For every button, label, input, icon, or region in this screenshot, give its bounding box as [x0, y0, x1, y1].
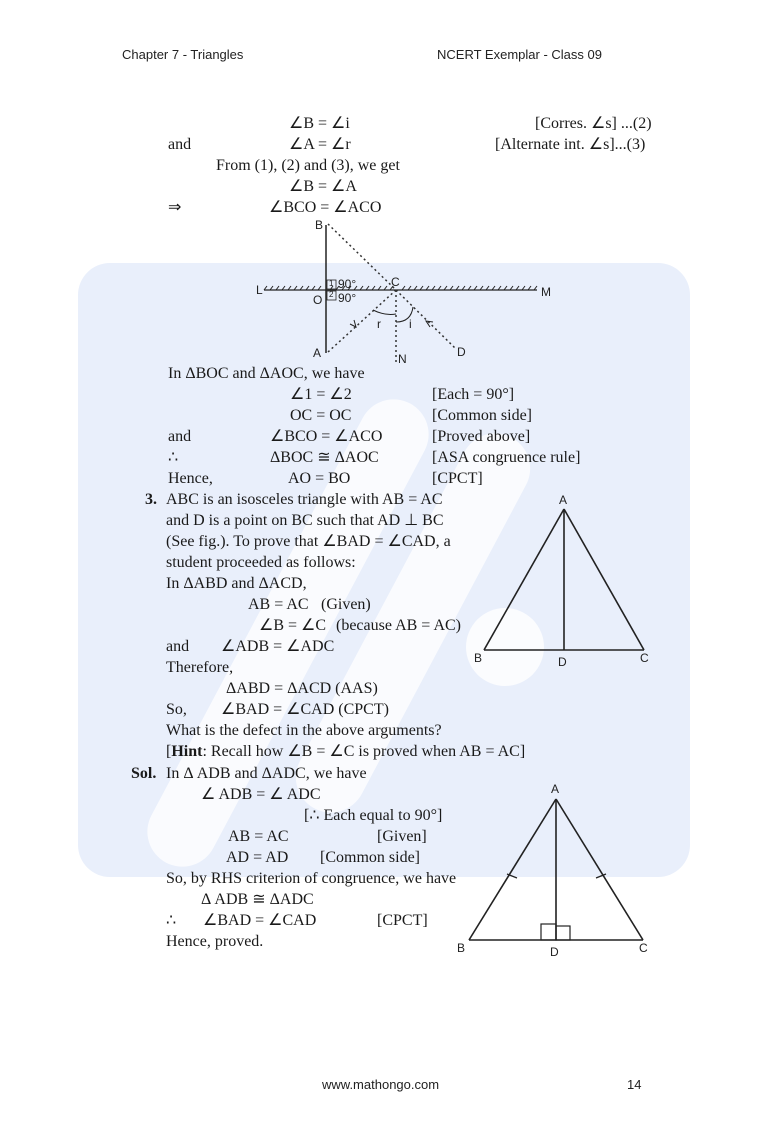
label-c: C	[391, 275, 400, 289]
reason-corres: [Corres. ∠s] ...(2)	[535, 115, 652, 132]
question-number: 3.	[145, 491, 157, 508]
label-m: M	[541, 285, 551, 299]
footer-website: www.mathongo.com	[322, 1077, 440, 1092]
solution-intro: In Δ ADB and ΔADC, we have	[166, 765, 367, 782]
step-reason: (because AB = AC)	[336, 617, 461, 634]
fig3-label-a: A	[551, 782, 560, 796]
row-expr: ΔBOC ≅ ΔAOC	[270, 449, 379, 466]
solution-expr: ∠BAD = ∠CAD	[203, 912, 317, 929]
eq-bco-aco: ∠BCO = ∠ACO	[269, 199, 382, 216]
label-b: B	[315, 218, 324, 232]
solution-reason: [∴ Each equal to 90°]	[304, 807, 443, 824]
solution-reason: [Given]	[377, 828, 427, 845]
eq-a-r: ∠A = ∠r	[289, 136, 351, 153]
so-prefix: So,	[166, 701, 187, 718]
solution-line: ∠ ADB = ∠ ADC	[201, 786, 321, 803]
label-a: A	[313, 346, 322, 360]
question-line: ABC is an isosceles triangle with AB = AC	[166, 491, 443, 508]
label-angle-2: 2	[329, 290, 334, 299]
label-i: i	[409, 317, 412, 331]
step-reason: (Given)	[321, 596, 371, 613]
page-number: 14	[627, 1077, 642, 1092]
row-expr: OC = OC	[290, 407, 352, 424]
therefore-text: Therefore,	[166, 659, 234, 676]
hint-open: [	[166, 743, 172, 760]
solution-expr: AD = AD	[226, 849, 289, 866]
book-title: NCERT Exemplar - Class 09	[437, 47, 602, 62]
label-n: N	[398, 352, 407, 366]
row-prefix: and	[168, 428, 192, 445]
conclusion-aas: ΔABD = ΔACD (AAS)	[226, 680, 378, 697]
question-line: (See fig.). To prove that ∠BAD = ∠CAD, a	[166, 533, 451, 550]
solution-line: Hence, proved.	[166, 933, 264, 950]
label-90-lower: 90°	[338, 291, 357, 305]
row-expr: ∠1 = ∠2	[290, 386, 352, 403]
question-line: and D is a point on BC such that AD ⊥ BC	[166, 512, 444, 529]
row-expr: ∠BCO = ∠ACO	[270, 428, 383, 445]
row-reason: [Proved above]	[432, 428, 531, 445]
solution-reason: [Common side]	[320, 849, 420, 866]
solution-line: Δ ADB ≅ ΔADC	[201, 891, 314, 908]
eq-b-a: ∠B = ∠A	[289, 178, 357, 195]
step-prefix: and	[166, 638, 190, 655]
solution-reason: [CPCT]	[377, 912, 428, 929]
hint-label: Hint	[171, 743, 203, 760]
question-line: student proceeded as follows:	[166, 554, 356, 571]
reason-alternate: [Alternate int. ∠s]...(3)	[495, 136, 646, 153]
fig2-label-c: C	[640, 651, 649, 665]
row-prefix: ∴	[168, 449, 179, 466]
hint-text: : Recall how ∠B = ∠C is proved when AB = AC]	[202, 743, 526, 760]
label-d: D	[457, 345, 466, 359]
fig3-label-b: B	[457, 941, 466, 955]
solution-line: So, by RHS criterion of congruence, we have	[166, 870, 457, 887]
label-l: L	[256, 283, 263, 297]
fig3-label-c: C	[639, 941, 648, 955]
conclusion-cpct: ∠BAD = ∠CAD (CPCT)	[221, 701, 389, 718]
question-text: What is the defect in the above arguments?	[166, 722, 442, 739]
from-statement: From (1), (2) and (3), we get	[216, 157, 400, 174]
row-reason: [Common side]	[432, 407, 532, 424]
chapter-title: Chapter 7 - Triangles	[122, 47, 244, 62]
fig3-label-d: D	[550, 945, 559, 959]
eq-b-i: ∠B = ∠i	[289, 115, 350, 132]
intro-boc-aoc: In ΔBOC and ΔAOC, we have	[168, 365, 365, 382]
label-o: O	[313, 293, 323, 307]
step-expr: AB = AC	[248, 596, 309, 613]
fig2-label-b: B	[474, 651, 483, 665]
label-r: r	[377, 317, 381, 331]
row-prefix: Hence,	[168, 470, 213, 487]
row-reason: [CPCT]	[432, 470, 483, 487]
question-line: In ΔABD and ΔACD,	[166, 575, 307, 592]
prefix-and: and	[168, 136, 192, 153]
row-expr: AO = BO	[288, 470, 351, 487]
row-reason: [ASA congruence rule]	[432, 449, 581, 466]
solution-expr: AB = AC	[228, 828, 289, 845]
row-reason: [Each = 90°]	[432, 386, 515, 403]
label-angle-1: 1	[329, 279, 334, 288]
fig2-label-d: D	[558, 655, 567, 669]
step-expr: ∠ADB = ∠ADC	[221, 638, 335, 655]
solution-prefix: ∴	[166, 912, 177, 929]
solution-label: Sol.	[131, 765, 157, 782]
label-90-upper: 90°	[338, 277, 357, 291]
implies-symbol: ⇒	[168, 199, 182, 216]
fig2-label-a: A	[559, 493, 568, 507]
step-expr: ∠B = ∠C	[259, 617, 327, 634]
